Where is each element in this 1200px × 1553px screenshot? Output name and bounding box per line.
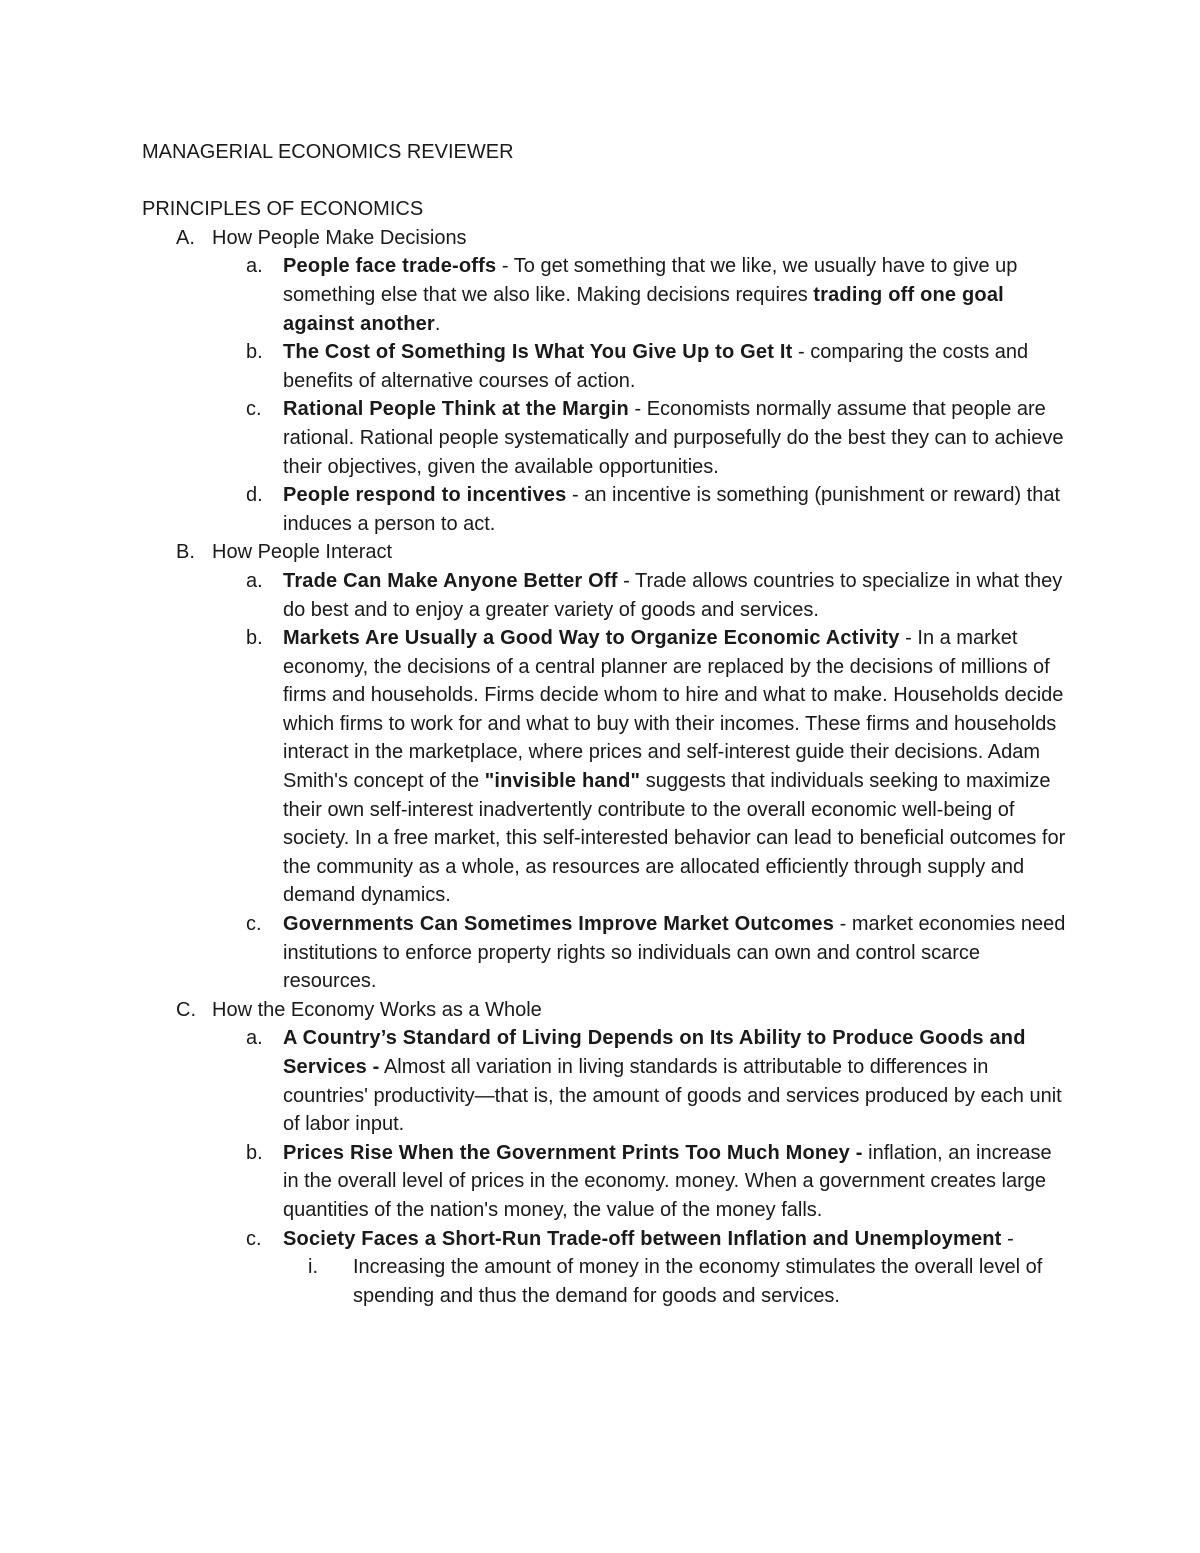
- item-text: - Trade allows countries to specialize in what they do best and to enjoy a greater variety of goods and services.: [283, 569, 1063, 621]
- section-marker: B.: [176, 541, 195, 564]
- section-heading: How the Economy Works as a Whole: [212, 998, 542, 1021]
- item-marker: c.: [246, 913, 262, 936]
- document-page: [142, 138, 1072, 1310]
- item-marker: c.: [246, 1227, 262, 1250]
- item-text: -: [1001, 1227, 1014, 1250]
- document-title: MANAGERIAL ECONOMICS REVIEWER: [142, 141, 514, 163]
- list-item: [142, 338, 1072, 395]
- section-marker: A.: [176, 226, 195, 249]
- item-title: Rational People Think at the Margin: [283, 398, 629, 421]
- item-emphasis: trading off one goal against another: [283, 283, 1004, 335]
- item-text: - In a market economy, the decisions of a central planner are replaced by the decisions of millions of firms and households. Firms decide whom to hire and what to make. Households decide which firms to work for and what to buy with their incomes. These firms and households interact in the marketplace, where prices and self-interest guide their decisions. Adam Smith's concept of the: [283, 627, 1064, 793]
- list-item: [142, 624, 1072, 910]
- item-title: Prices Rise When the Government Prints Too Much Money -: [283, 1141, 863, 1164]
- item-emphasis: "invisible hand": [484, 770, 641, 793]
- item-title: Society Faces a Short-Run Trade-off between Inflation and Unemployment: [283, 1227, 1002, 1250]
- section-marker: C.: [176, 998, 196, 1021]
- list-item: [142, 481, 1072, 538]
- section-a: [142, 224, 1072, 253]
- section-title: PRINCIPLES OF ECONOMICS: [142, 198, 424, 221]
- item-marker: b.: [246, 627, 263, 650]
- item-title: The Cost of Something Is What You Give Up to Get It: [283, 341, 793, 364]
- item-title: Markets Are Usually a Good Way to Organize Economic Activity: [283, 627, 900, 650]
- list-item: [142, 1024, 1072, 1138]
- list-item: [142, 1139, 1072, 1225]
- list-item: [142, 395, 1072, 481]
- item-text: - market economies need institutions to enforce property rights so individuals can own and control scarce resources.: [283, 913, 1066, 993]
- item-text-end: .: [434, 312, 441, 335]
- item-title: Trade Can Make Anyone Better Off: [283, 569, 618, 592]
- item-text: inflation, an increase in the overall level of prices in the economy. money. When a government creates large quantities of the nation's money, the value of the money falls.: [283, 1141, 1052, 1221]
- sub-list-item: [142, 1253, 1072, 1310]
- item-text: - Economists normally assume that people are rational. Rational people systematically and purposefully do the best they can to achieve their objectives, given the available opportunities.: [283, 398, 1064, 478]
- list-item: [142, 567, 1072, 624]
- list-item: [142, 252, 1072, 338]
- item-title: People face trade-offs: [283, 255, 497, 278]
- item-text: - To get something that we like, we usually have to give up something else that we also like. Making decisions requires: [283, 255, 1018, 306]
- section-heading: How People Interact: [212, 541, 393, 564]
- subitem-text: Increasing the amount of money in the economy stimulates the overall level of spending and thus the demand for goods and services.: [353, 1256, 1043, 1307]
- subitem-marker: i.: [308, 1256, 318, 1279]
- item-marker: a.: [246, 1027, 263, 1050]
- list-item: [142, 910, 1072, 996]
- list-item: [142, 1225, 1072, 1254]
- item-text: - an incentive is something (punishment or reward) that induces a person to act.: [283, 484, 1061, 535]
- item-marker: b.: [246, 1141, 263, 1164]
- item-text: Almost all variation in living standards is attributable to differences in countries' productivity—that is, the amount of goods and services produced by each unit of labor input.: [283, 1056, 1062, 1136]
- item-title: Governments Can Sometimes Improve Market Outcomes: [283, 913, 835, 936]
- item-text: - comparing the costs and benefits of alternative courses of action.: [283, 341, 1029, 392]
- item-marker: a.: [246, 569, 263, 592]
- item-marker: a.: [246, 255, 263, 278]
- item-text-end: suggests that individuals seeking to maximize their own self-interest inadvertently contribute to the overall economic well-being of society. In a free market, this self-interested behavior can lead to beneficial outcomes for the community as a whole, as resources are allocated efficiently through supply and demand dynamics.: [283, 770, 1066, 907]
- item-marker: c.: [246, 398, 262, 421]
- item-marker: d.: [246, 484, 263, 507]
- section-c: [142, 996, 1072, 1025]
- section-b: [142, 538, 1072, 567]
- item-marker: b.: [246, 341, 263, 364]
- item-title: A Country’s Standard of Living Depends on Its Ability to Produce Goods and Services -: [283, 1027, 1026, 1078]
- item-title: People respond to incentives: [283, 484, 567, 507]
- section-heading: How People Make Decisions: [212, 226, 467, 249]
